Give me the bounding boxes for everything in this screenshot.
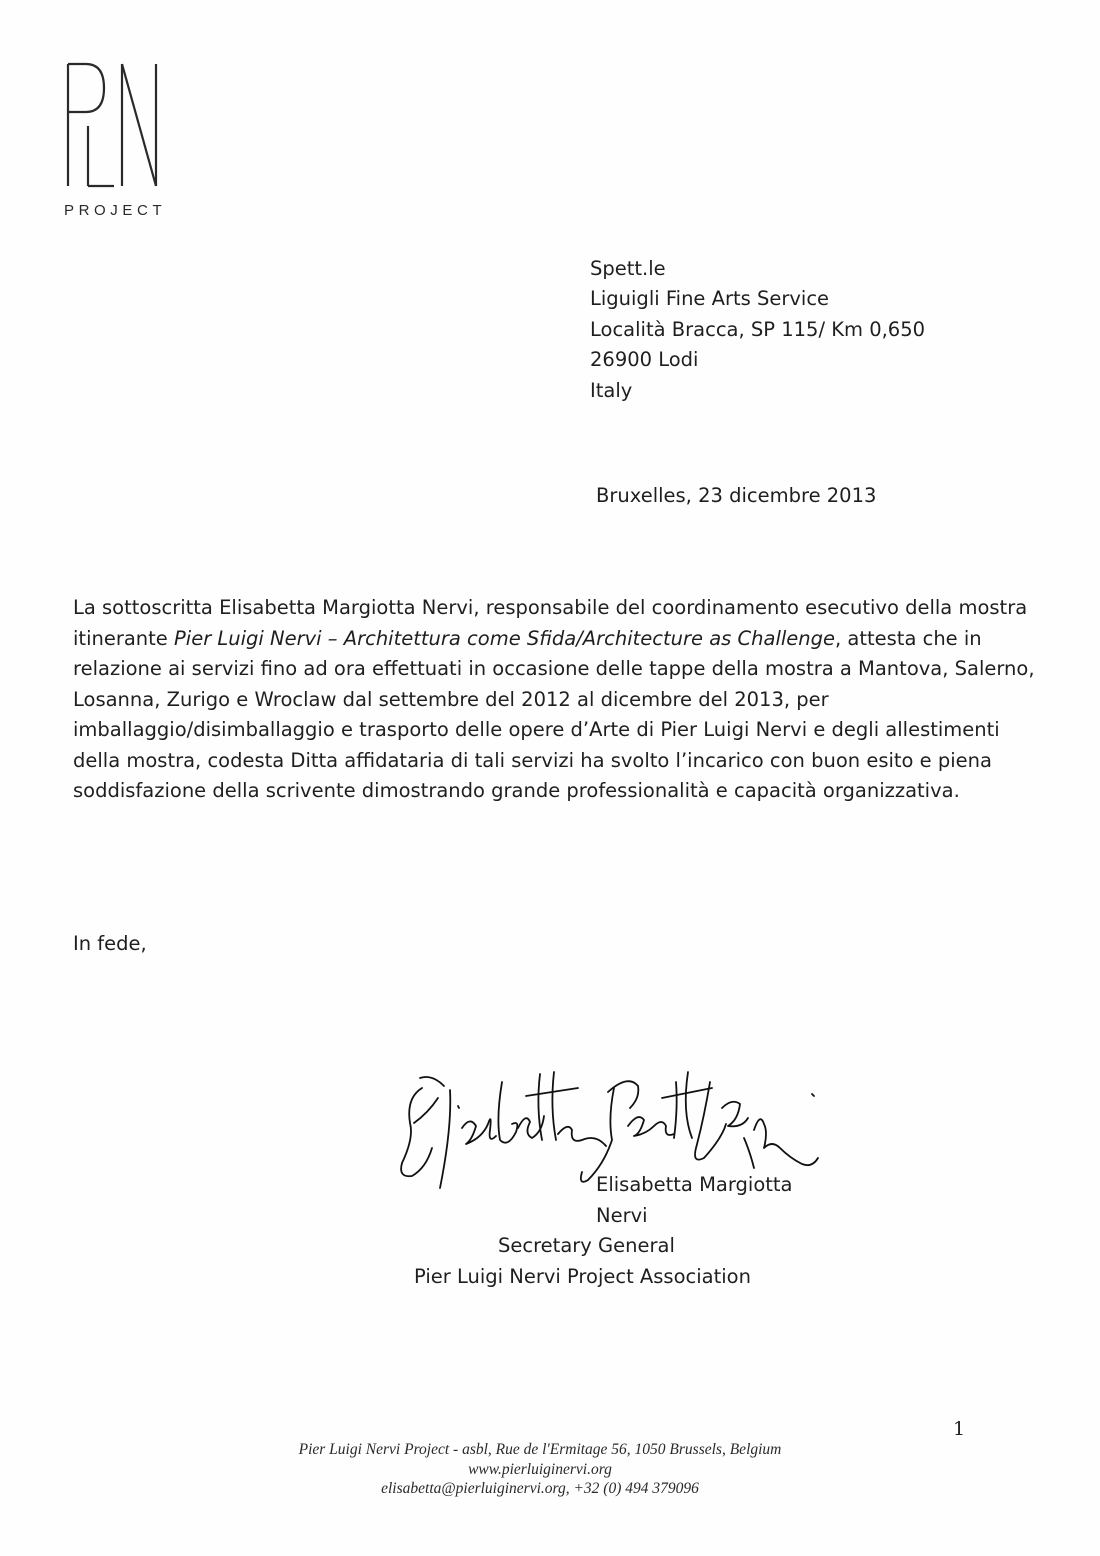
date-line: Bruxelles, 23 dicembre 2013 [596,484,877,507]
recipient-line: 26900 Lodi [590,348,699,372]
logo-wordmark: PROJECT [64,202,167,219]
signatory-title: Secretary General [498,1234,675,1257]
signatory-organization: Pier Luigi Nervi Project Association [414,1264,751,1288]
body-rest: , attesta che in relazione ai servizi fino ad ora effettuati in occasione delle tappe della mostra a Mantova, Salerno, Losanna, Zurigo e Wroclaw dal settembre del 2012 al dicembre del 2013, per imballaggio/disimballaggio e trasporto delle opere d’Arte di Pier Luigi Nervi e degli allestimenti della mostra, codesta Ditta affidataria di tali servizi ha svolto l’incarico con buon esito e piena soddisfazione della scrivente dimostrando grande professionalità e capacità organizzativa. [73,626,1035,802]
recipient-line: Italy [590,378,633,402]
recipient-address [590,254,925,406]
footer-website: www.pierluiginervi.org [468,1460,612,1478]
signatory-block [400,1170,800,1292]
closing-salutation: In fede, [73,932,147,955]
page-number: 1 [953,1418,966,1440]
pln-monogram-icon [64,62,164,202]
exhibition-title: Pier Luigi Nervi – Architettura come Sfida/Architecture as Challenge [174,626,836,650]
body-intro: La sottoscritta Elisabetta Margiotta Nervi, responsabile del coordinamento esecutivo della mostra itinerante [73,596,1028,650]
recipient-line: Località Bracca, SP 115/ Km 0,650 [590,317,926,341]
recipient-line: Spett.le [590,257,666,280]
letter-footer [220,1440,860,1499]
pln-logo [64,62,167,222]
footer-contact: elisabetta@pierluiginervi.org, +32 (0) 494 379096 [381,1480,699,1497]
footer-address: Pier Luigi Nervi Project - asbl, Rue de l'Ermitage 56, 1050 Brussels, Belgium [298,1441,782,1458]
body-paragraph [73,593,1053,807]
recipient-line: Liguigli Fine Arts Service [590,287,830,311]
signatory-name: Elisabetta Margiotta Nervi [596,1173,793,1227]
letter-body [73,593,1053,807]
